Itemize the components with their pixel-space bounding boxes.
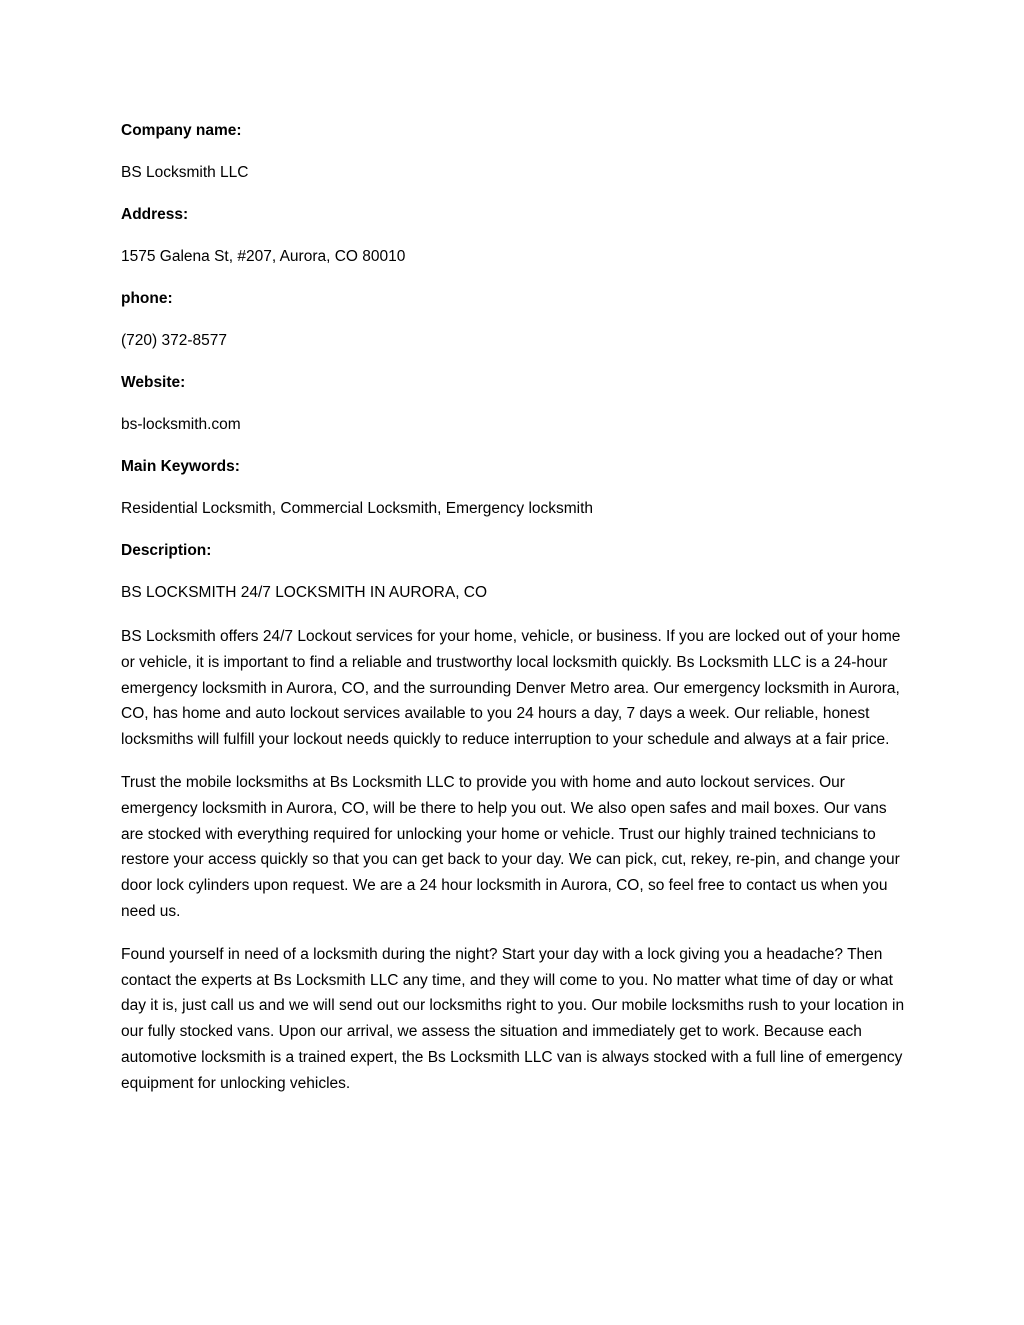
phone-label: phone: <box>121 290 173 307</box>
company-name-label: Company name: <box>121 122 242 139</box>
main-keywords-value: Residential Locksmith, Commercial Locksmith, Emergency locksmith <box>121 500 594 517</box>
main-keywords-label: Main Keywords: <box>121 458 240 475</box>
description-paragraph-1: BS Locksmith offers 24/7 Lockout services for your home, vehicle, or business. If you are locked out of your home or vehicle, it is important to find a reliable and trustworthy local locksmith quickly. Bs Locksmith LLC is a 24-hour emergency locksmith in Aurora, CO, and the surrounding Denver Metro area. Our emergency locksmith in Aurora, CO, has home and auto lockout services available to you 24 hours a day, 7 days a week. Our reliable, honest locksmiths will fulfill your lockout needs quickly to reduce interruption to your schedule and always at a fair price. <box>121 628 901 749</box>
description-paragraph-3: Found yourself in need of a locksmith during the night? Start your day with a lock giving you a headache? Then contact the experts at Bs Locksmith LLC any time, and they will come to you. No matter what time of day or what day it is, just call us and we will send out our locksmiths right to you. Our mobile locksmiths rush to your location in our fully stocked vans. Upon our arrival, we assess the situation and immediately get to work. Because each automotive locksmith is a trained expert, the Bs Locksmith LLC van is always stocked with a full line of emergency equipment for unlocking vehicles. <box>121 945 905 1092</box>
phone-value: (720) 372-8577 <box>121 332 227 349</box>
address-value: 1575 Galena St, #207, Aurora, CO 80010 <box>121 248 406 265</box>
website-value: bs-locksmith.com <box>121 416 241 433</box>
document-page <box>121 120 911 1114</box>
address-label: Address: <box>121 206 189 223</box>
website-label: Website: <box>121 374 186 391</box>
company-name-value: BS Locksmith LLC <box>121 164 249 181</box>
description-heading: BS LOCKSMITH 24/7 LOCKSMITH IN AURORA, CO <box>121 584 488 601</box>
description-label: Description: <box>121 542 212 559</box>
description-paragraph-2: Trust the mobile locksmiths at Bs Locksmith LLC to provide you with home and auto lockout services. Our emergency locksmith in Aurora, CO, will be there to help you out. We also open safes and mail boxes. Our vans are stocked with everything required for unlocking your home or vehicle. Trust our highly trained technicians to restore your access quickly so that you can get back to your day. We can pick, cut, rekey, re-pin, and change your door lock cylinders upon request. We are a 24 hour locksmith in Aurora, CO, so feel free to contact us when you need us. <box>121 773 900 920</box>
